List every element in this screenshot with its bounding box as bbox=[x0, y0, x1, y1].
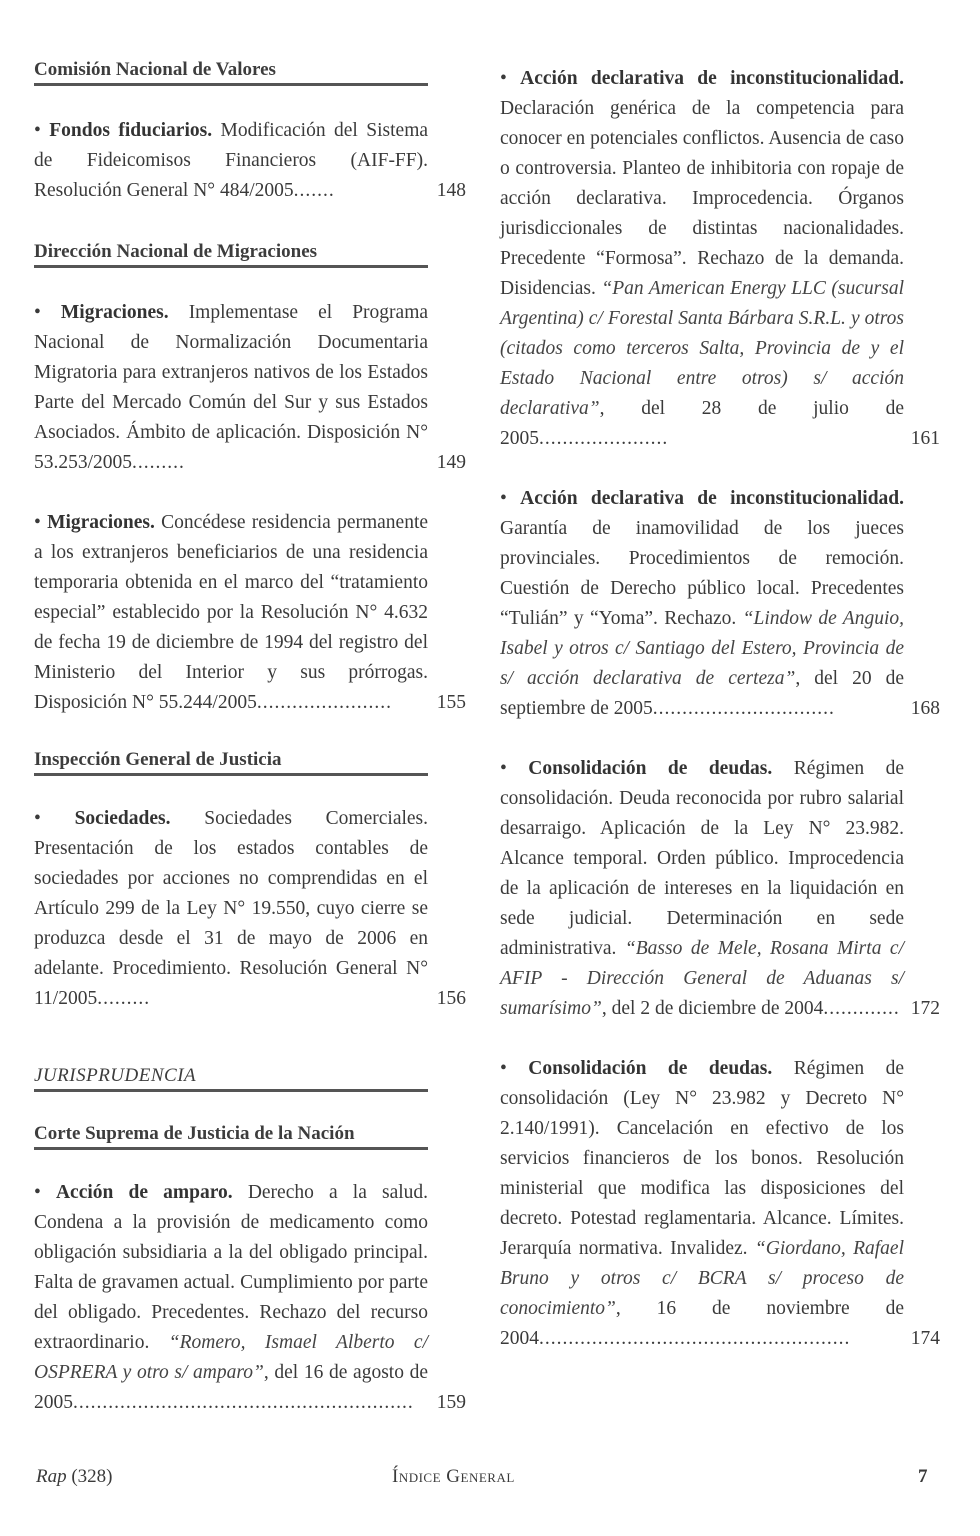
index-entry: • Consolidación de deudas. Régimen de consolidación (Ley N° 23.982 y Decreto N° 2.140/1991). Cancelación en efectivo de los servicios financieros de los bonos. Resolución ministerial que modifica las disposiciones del decreto. Potestad reglamentaria. Alcance. Límites. Jerarquía normativa. Invalidez. “Giordano, Rafael Bruno y otros c/ BCRA s/ proceso de conocimiento”, 16 de noviembre de 2004..................................................... 174 bbox=[500, 1054, 904, 1354]
page-number[interactable]: 168 bbox=[910, 698, 940, 719]
page-number[interactable]: 148 bbox=[436, 180, 466, 201]
index-entry: • Sociedades. Sociedades Comerciales. Presentación de los estados contables de sociedades por acciones no comprendidas en el Artículo 299 de la Ley N° 19.550, cuyo cierre se produzca desde el 31 de mayo de 2006 en adelante. Procedimiento. Resolución General N° 11/2005......... 156 bbox=[34, 804, 428, 1014]
page-number[interactable]: 156 bbox=[436, 988, 466, 1009]
page-number[interactable]: 174 bbox=[910, 1328, 940, 1349]
page-number[interactable]: 149 bbox=[436, 452, 466, 473]
index-entry: • Migraciones. Implementase el Programa Nacional de Normalización Documentaria Migratoria para extranjeros nativos de los Estados Parte del Mercado Común del Sur y sus Estados Asociados. Ámbito de aplicación. Disposición N° 53.253/2005......... 149 bbox=[34, 298, 428, 478]
right-column bbox=[500, 58, 942, 1354]
index-entry: • Migraciones. Concédese residencia permanente a los extranjeros beneficiarios de una residencia temporaria obtenida en el marco del “tratamiento especial” establecido por la Resolución N° 4.632 de fecha 19 de diciembre de 1994 del registro del Ministerio del Interior y sus prórrogas. Disposición N° 55.244/2005....................... 155 bbox=[34, 508, 428, 718]
section-heading-csjn: Corte Suprema de Justicia de la Nación bbox=[34, 1122, 428, 1150]
page-number[interactable]: 159 bbox=[436, 1392, 466, 1413]
footer-page-number: 7 bbox=[918, 1466, 928, 1487]
footer-journal: Rap (328) bbox=[36, 1466, 113, 1487]
section-heading-igj: Inspección General de Justicia bbox=[34, 748, 428, 776]
index-entry: • Acción de amparo. Derecho a la salud. Condena a la provisión de medicamento como obligación subsidiaria a la del obligado principal. Falta de gravamen actual. Cumplimiento por parte del obligado. Precedentes. Rechazo del recurso extraordinario. “Romero, Ismael Alberto c/ OSPRERA y otro s/ amparo”, del 16 de agosto de 2005.......................................................... 159 bbox=[34, 1178, 428, 1418]
section-heading-cnv: Comisión Nacional de Valores bbox=[34, 58, 428, 86]
index-entry: • Consolidación de deudas. Régimen de consolidación. Deuda reconocida por rubro salarial desarraigo. Aplicación de la Ley N° 23.982. Alcance temporal. Orden público. Improcedencia de la aplicación de intereses en la liquidación en sede judicial. Determinación en sede administrativa. “Basso de Mele, Rosana Mirta c/ AFIP - Dirección General de Aduanas s/ sumarísimo”, del 2 de diciembre de 2004............. 172 bbox=[500, 754, 904, 1024]
index-entry: • Acción declarativa de inconstitucionalidad. Declaración genérica de la competencia para conocer en potenciales conflictos. Ausencia de caso o controversia. Planteo de inhibitoria con ropaje de acción declarativa. Improcedencia. Órganos jurisdiccionales de distintas nacionalidades. Precedente “Formosa”. Rechazo de la demanda. Disidencias. “Pan American Energy LLC (sucursal Argentina) c/ Forestal Santa Bárbara S.R.L. y otros (citados como terceros Salta, Provincia de y el Estado Nacional entre otros) s/ acción declarativa”, del 28 de julio de 2005...................... 161 bbox=[500, 64, 904, 454]
left-column bbox=[34, 58, 466, 1418]
index-entry: • Acción declarativa de inconstitucionalidad. Garantía de inamovilidad de los jueces provinciales. Procedimientos de remoción. Cuestión de Derecho público local. Precedentes “Tulián” y “Yoma”. Rechazo. “Lindow de Anguio, Isabel y otros c/ Santiago del Estero, Provincia de s/ acción declarativa de certeza”, del 20 de septiembre de 2005............................... 168 bbox=[500, 484, 904, 724]
section-heading-migraciones: Dirección Nacional de Migraciones bbox=[34, 240, 428, 268]
page-number[interactable]: 155 bbox=[436, 692, 466, 713]
footer-section-title: Índice General bbox=[392, 1466, 515, 1487]
index-entry: • Fondos fiduciarios. Modificación del Sistema de Fideicomisos Financieros (AIF-FF). Resolución General N° 484/2005....... 148 bbox=[34, 116, 428, 206]
page-number[interactable]: 172 bbox=[910, 998, 940, 1019]
section-heading-jurisprudencia: JURISPRUDENCIA bbox=[34, 1064, 428, 1092]
page-number[interactable]: 161 bbox=[910, 428, 940, 449]
